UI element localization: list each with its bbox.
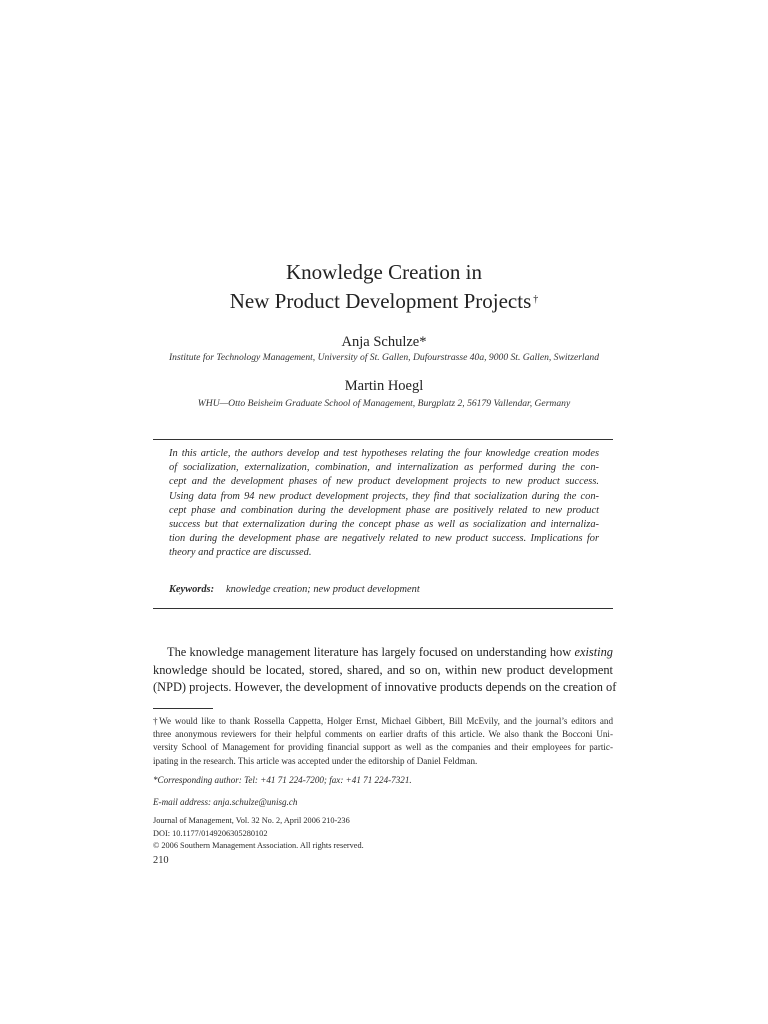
page-number: 210 xyxy=(153,855,169,866)
footnote-line: three anonymous reviewers for their helpful comments on earlier drafts of this article. We also thank the Bocconi Uni- xyxy=(153,729,613,740)
author-name-1: Anja Schulze* xyxy=(341,334,427,350)
footnote-line: versity School of Management for providing financial support as well as the companies and their employees for partic- xyxy=(153,742,613,753)
title-line-2-text: New Product Development Projects xyxy=(229,289,532,313)
footnote-line: †We would like to thank Rossella Cappetta, Holger Ernst, Michael Gibbert, Bill McEvily, and the journal’s editors and xyxy=(153,716,613,726)
journal-info xyxy=(153,815,364,853)
body-line xyxy=(153,644,613,662)
abstract-line: of socialization, externalization, combination, and internalization as performed during the con- xyxy=(169,462,599,474)
title-line-2 xyxy=(0,287,768,316)
abstract-top-rule xyxy=(153,439,613,440)
keywords-label: Keywords: xyxy=(169,584,215,595)
abstract xyxy=(169,447,599,561)
title-line-1: Knowledge Creation in xyxy=(286,260,482,284)
author-affiliation-2: WHU—Otto Beisheim Graduate School of Management, Burgplatz 2, 56179 Vallendar, Germany xyxy=(197,398,571,409)
abstract-bottom-rule xyxy=(153,608,613,609)
abstract-line: cept phase and combination during the development phase are positively related to new product xyxy=(169,504,599,516)
email-address: E-mail address: anja.schulze@unisg.ch xyxy=(153,797,298,807)
footnote-line: ipating in the research. This article was accepted under the editorship of Daniel Feldman. xyxy=(153,755,478,766)
body-line: (NPD) projects. However, the development of innovative products depends on the creation of xyxy=(153,680,617,695)
journal-copyright: © 2006 Southern Management Association. All rights reserved. xyxy=(153,841,364,851)
acknowledgment-mark: † xyxy=(533,294,539,305)
body-text xyxy=(153,644,617,697)
body-line-1-text: The knowledge management literature has largely focused on understanding how xyxy=(167,645,575,659)
author-name-2: Martin Hoegl xyxy=(344,378,424,394)
abstract-line: success but that externalization during the concept phase as well as socialization and internaliza- xyxy=(169,519,599,531)
abstract-line: theory and practice are discussed. xyxy=(169,547,312,559)
journal-doi: DOI: 10.1177/0149206305280102 xyxy=(153,828,268,838)
body-line: knowledge should be located, stored, shared, and so on, within new product development xyxy=(153,662,613,677)
article-title xyxy=(0,258,768,316)
footnote-rule xyxy=(153,708,213,709)
keywords xyxy=(169,584,420,595)
abstract-line: Using data from 94 new product development projects, they find that socialization during the con- xyxy=(169,490,599,502)
abstract-line: In this article, the authors develop and test hypotheses relating the four knowledge creation modes xyxy=(169,448,599,459)
body-emphasis: existing xyxy=(574,645,613,659)
journal-citation: Journal of Management, Vol. 32 No. 2, April 2006 210-236 xyxy=(153,816,350,825)
keywords-text: knowledge creation; new product development xyxy=(226,584,420,595)
author-affiliation-1: Institute for Technology Management, University of St. Gallen, Dufourstrasse 40a, 9000 St. Gallen, Switzerland xyxy=(168,352,599,363)
acknowledgment-footnote xyxy=(153,715,613,768)
abstract-line: cept and the development phases of new product development projects to new product success. xyxy=(169,476,599,488)
abstract-line: tion during the development phase are negatively related to new product success. Implications for xyxy=(169,533,599,545)
corresponding-author: *Corresponding author: Tel: +41 71 224-7200; fax: +41 71 224-7321. xyxy=(153,775,412,785)
